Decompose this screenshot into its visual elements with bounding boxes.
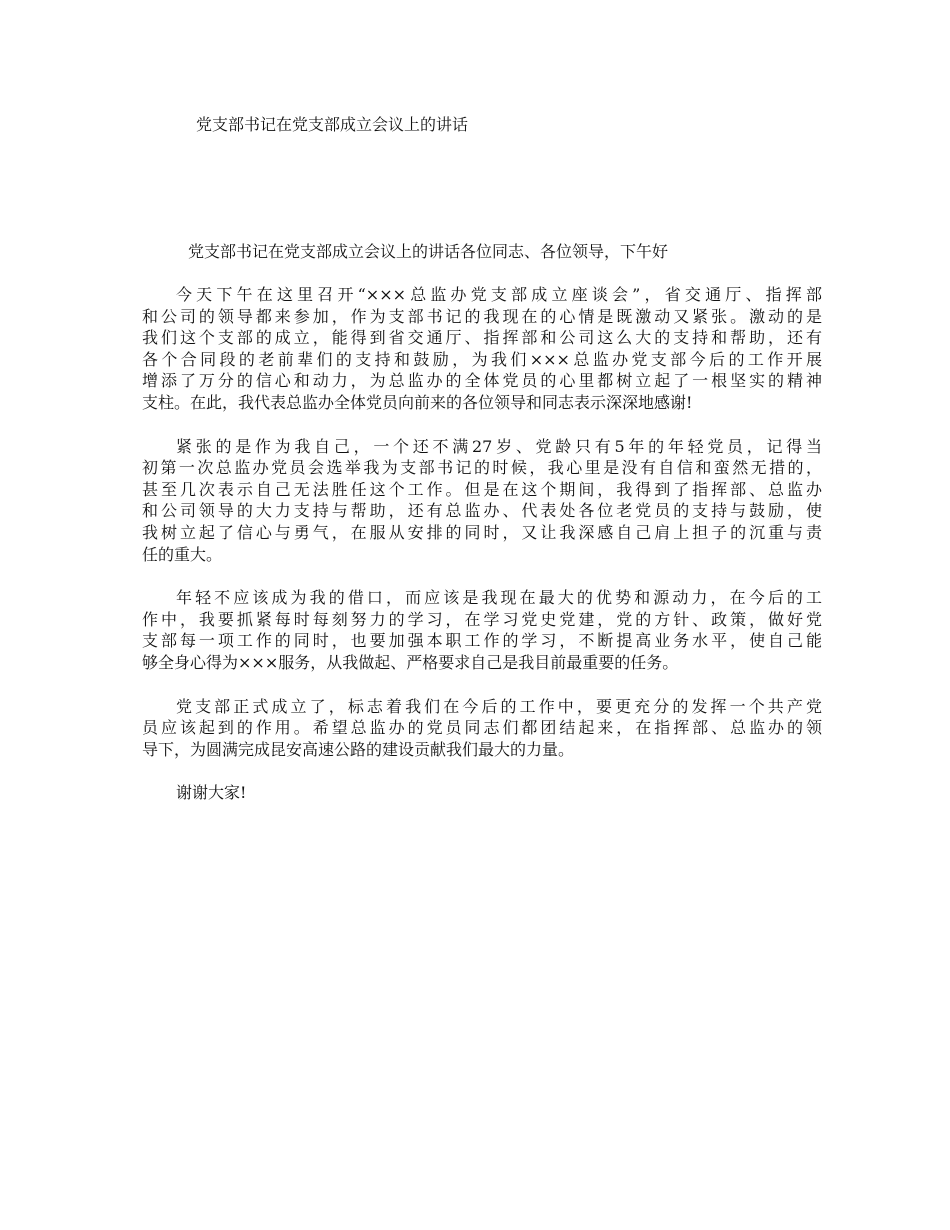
document-title: 党支部书记在党支部成立会议上的讲话 [196, 115, 469, 134]
paragraph-line: 年轻不应该成为我的借口，而应该是我现在最大的优势和源动力，在今后的工 [176, 588, 822, 608]
paragraph-line: 党支部正式成立了，标志着我们在今后的工作中，要更充分的发挥一个共产党 [176, 696, 822, 716]
paragraph-line: 谢谢大家! [176, 783, 247, 803]
paragraph-line: 支部每一项工作的同时，也要加强本职工作的学习，不断提高业务水平，使自己能 [142, 631, 822, 651]
paragraph-line: 初第一次总监办党员会选举我为支部书记的时候，我心里是没有自信和蛮然无措的， [142, 458, 822, 478]
paragraph-line: 甚至几次表示自己无法胜任这个工作。但是在这个期间，我得到了指挥部、总监办 [142, 479, 822, 499]
paragraph-line: 够全身心得为×××服务，从我做起、严格要求自己是我目前最重要的任务。 [142, 652, 679, 672]
paragraph-line: 我们这个支部的成立，能得到省交通厅、指挥部和公司这么大的支持和帮助，还有 [142, 328, 822, 348]
paragraph [142, 436, 822, 566]
paragraph-line: 增添了万分的信心和动力，为总监办的全体党员的心里都树立起了一根坚实的精神 [142, 371, 822, 391]
paragraph [142, 284, 822, 414]
paragraph-line: 导下，为圆满完成昆安高速公路的建设贡献我们最大的力量。 [142, 739, 575, 759]
paragraph-line: 紧张的是作为我自己，一个还不满27岁、党龄只有5年的年轻党员，记得当 [176, 436, 822, 456]
paragraph [142, 782, 822, 804]
paragraph [142, 587, 822, 673]
paragraph-line: 今天下午在这里召开“×××总监办党支部成立座谈会”，省交通厅、指挥部 [176, 285, 822, 304]
speech-heading: 党支部书记在党支部成立会议上的讲话各位同志、各位领导，下午好 [188, 242, 669, 261]
paragraph-line: 任的重大。 [142, 544, 223, 564]
paragraph-line: 和公司的领导都来参加，作为支部书记的我现在的心情是既激动又紧张。激动的是 [142, 306, 822, 326]
paragraph-line: 各个合同段的老前辈们的支持和鼓励，为我们×××总监办党支部今后的工作开展 [142, 349, 822, 369]
paragraph-line: 和公司领导的大力支持与帮助，还有总监办、代表处各位老党员的支持与鼓励，使 [142, 501, 822, 521]
paragraph-line: 作中，我要抓紧每时每刻努力的学习，在学习党史党建，党的方针、政策，做好党 [142, 609, 822, 629]
paragraph-line: 支柱。在此，我代表总监办全体党员向前来的各位领导和同志表示深深地感谢! [142, 392, 693, 412]
paragraph-line: 我树立起了信心与勇气，在服从安排的同时，又让我深感自己肩上担子的沉重与责 [142, 522, 822, 542]
speech-body [142, 284, 822, 826]
paragraph [142, 696, 822, 761]
paragraph-line: 员应该起到的作用。希望总监办的党员同志们都团结起来，在指挥部、总监办的领 [142, 718, 822, 738]
